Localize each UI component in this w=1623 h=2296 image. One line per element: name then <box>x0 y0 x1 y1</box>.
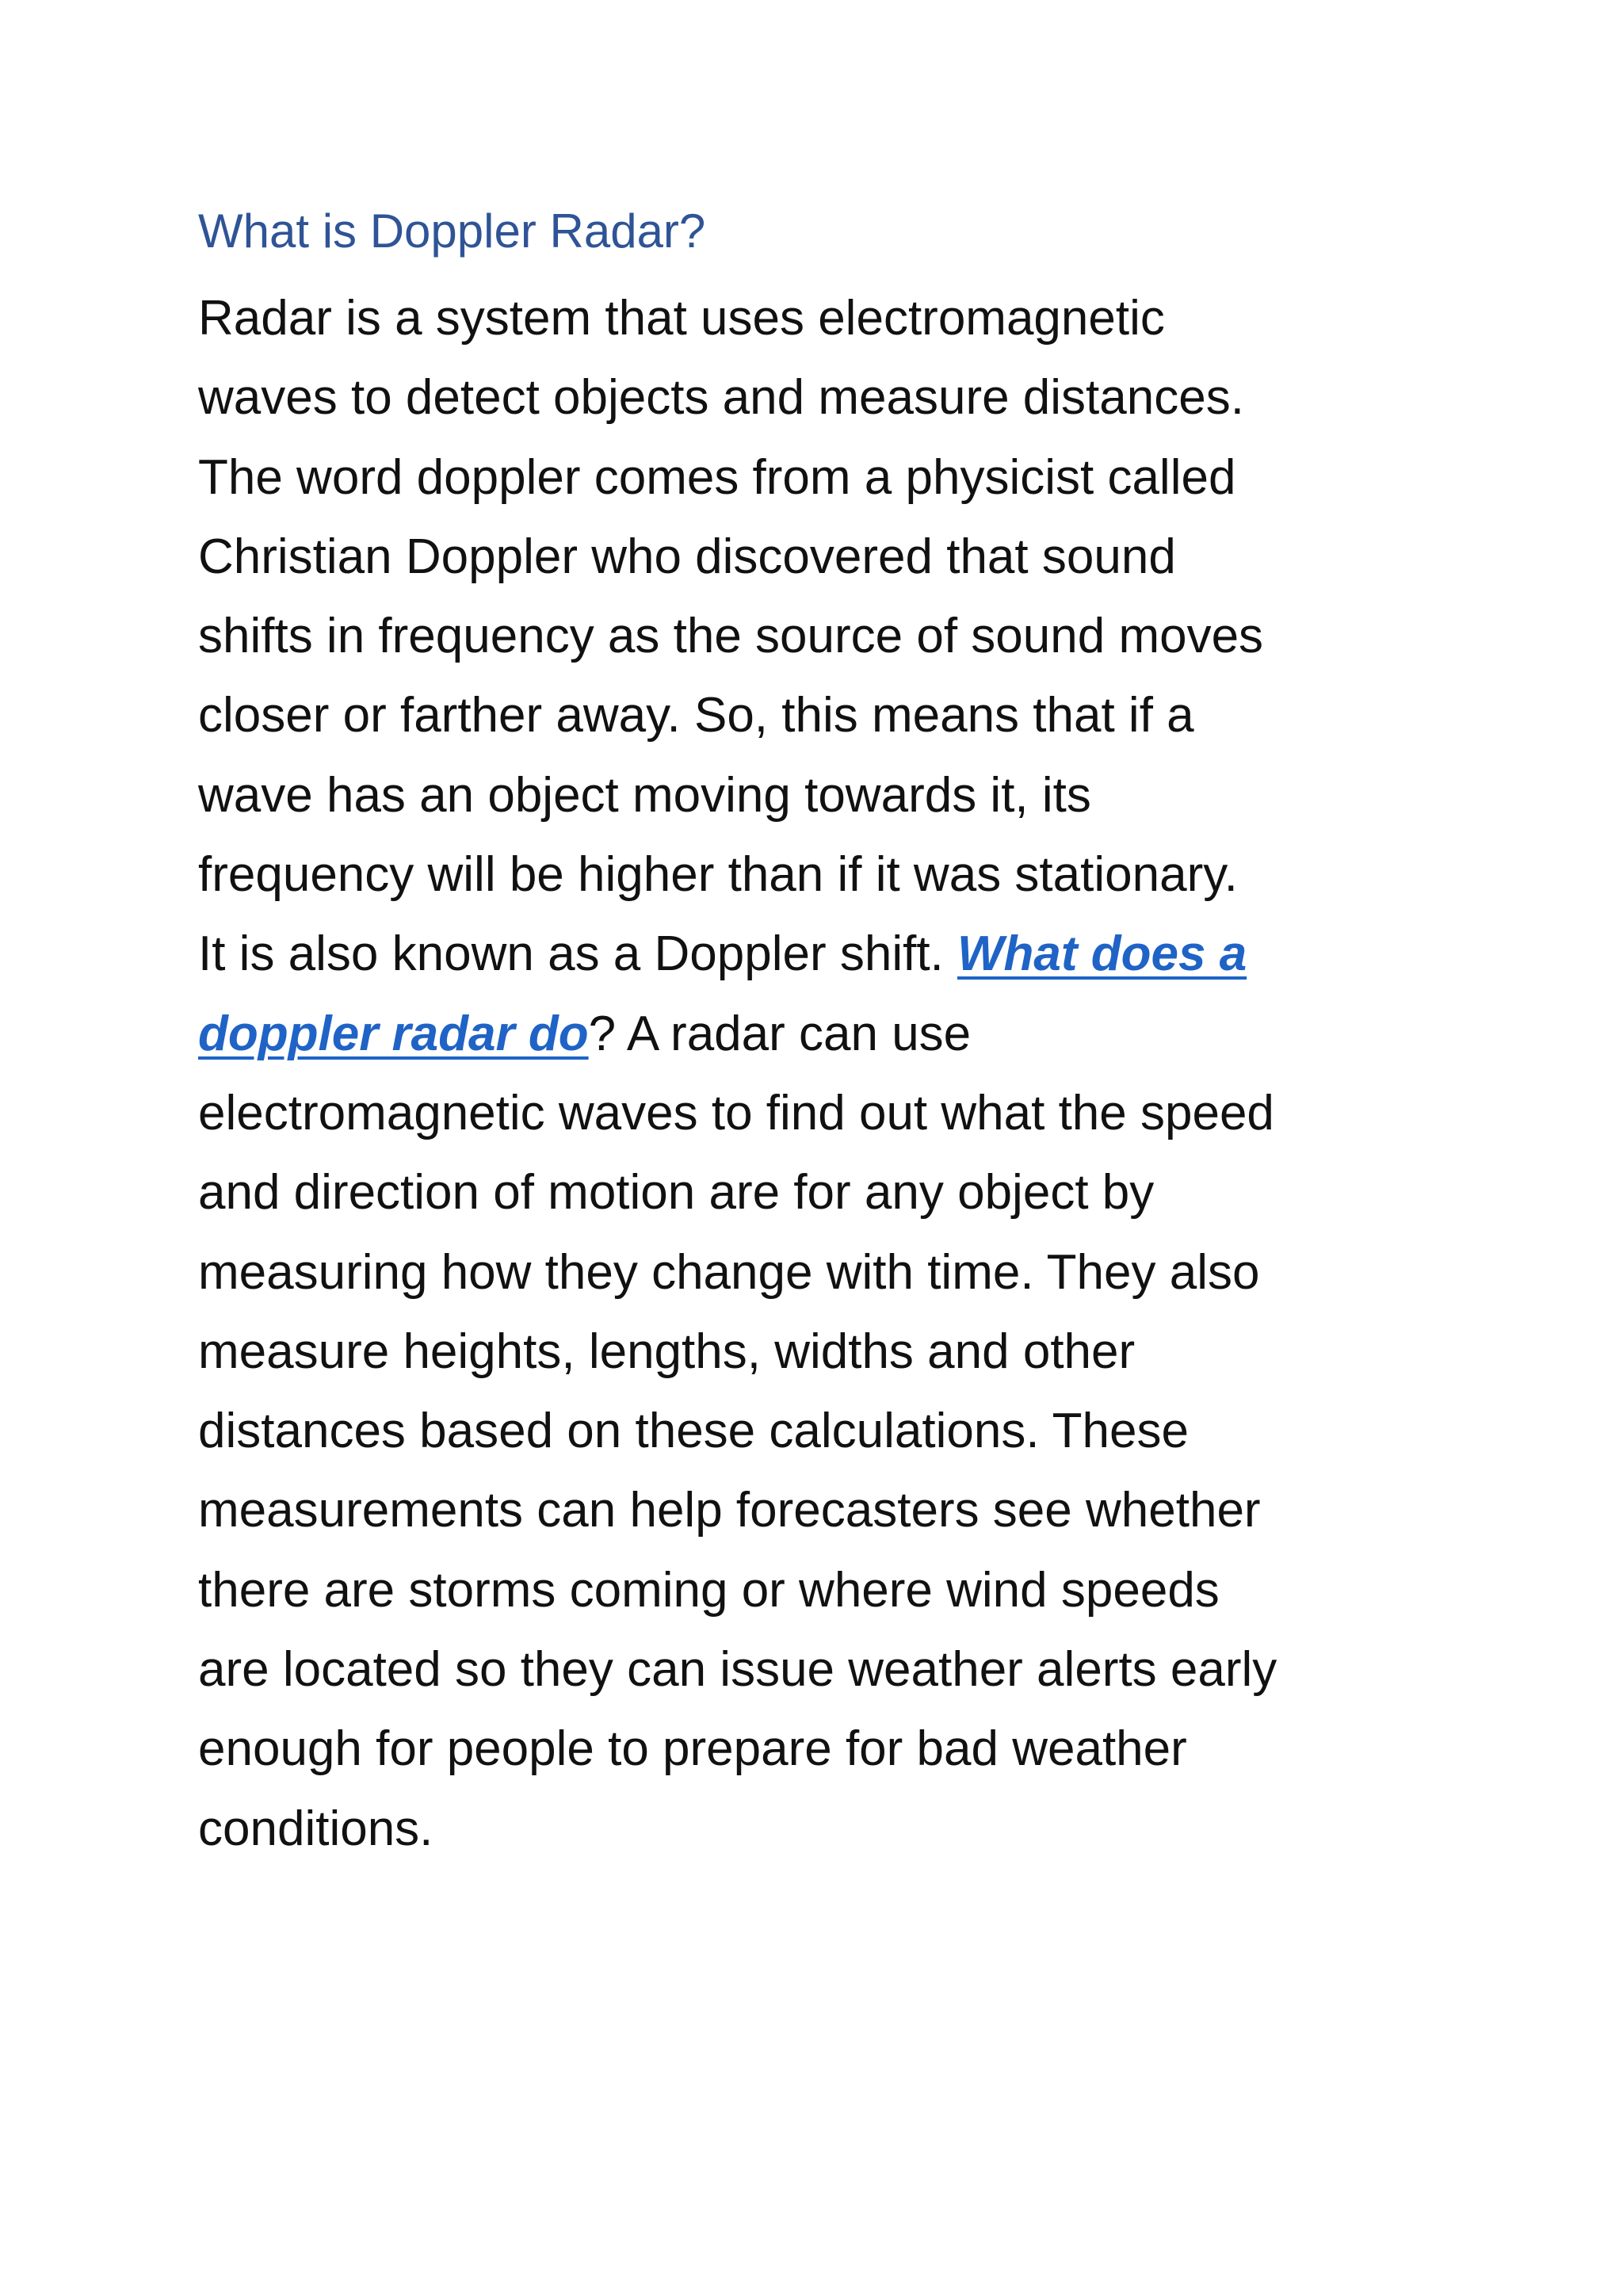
text-line: there are storms coming or where wind speeds <box>198 1562 1220 1618</box>
doppler-radar-link-part-2[interactable]: doppler radar do <box>198 1006 589 1061</box>
text-segment: It is also known as a Doppler shift. <box>198 926 958 982</box>
text-line: and direction of motion are for any object by <box>198 1165 1155 1221</box>
text-segment: ? A radar can use <box>588 1006 972 1061</box>
text-line-with-link <box>198 995 1434 1074</box>
text-line: electromagnetic waves to find out what the speed <box>198 1085 1274 1140</box>
text-line: Radar is a system that uses electromagnetic <box>198 291 1165 346</box>
text-line: frequency will be higher than if it was stationary. <box>198 847 1238 903</box>
text-line: enough for people to prepare for bad weather <box>198 1721 1187 1777</box>
text-line: measure heights, lengths, widths and other <box>198 1324 1136 1379</box>
text-line: distances based on these calculations. These <box>198 1404 1189 1459</box>
text-line: Christian Doppler who discovered that sound <box>198 529 1176 584</box>
text-line: shifts in frequency as the source of sound moves <box>198 609 1264 664</box>
text-line: are located so they can issue weather alerts early <box>198 1642 1277 1698</box>
text-line: wave has an object moving towards it, its <box>198 767 1091 823</box>
text-line: closer or farther away. So, this means that if a <box>198 688 1194 743</box>
text-line: measuring how they change with time. They also <box>198 1244 1260 1300</box>
text-line: conditions. <box>198 1801 433 1856</box>
body-paragraph <box>198 279 1434 1869</box>
text-line: measurements can help forecasters see whether <box>198 1483 1261 1538</box>
text-line: waves to detect objects and measure distances. <box>198 370 1244 426</box>
page-title: What is Doppler Radar? <box>198 204 706 258</box>
doppler-radar-link-part-1[interactable]: What does a <box>957 926 1247 982</box>
text-line: The word doppler comes from a physicist called <box>198 449 1236 505</box>
text-line-with-link <box>198 915 1434 994</box>
